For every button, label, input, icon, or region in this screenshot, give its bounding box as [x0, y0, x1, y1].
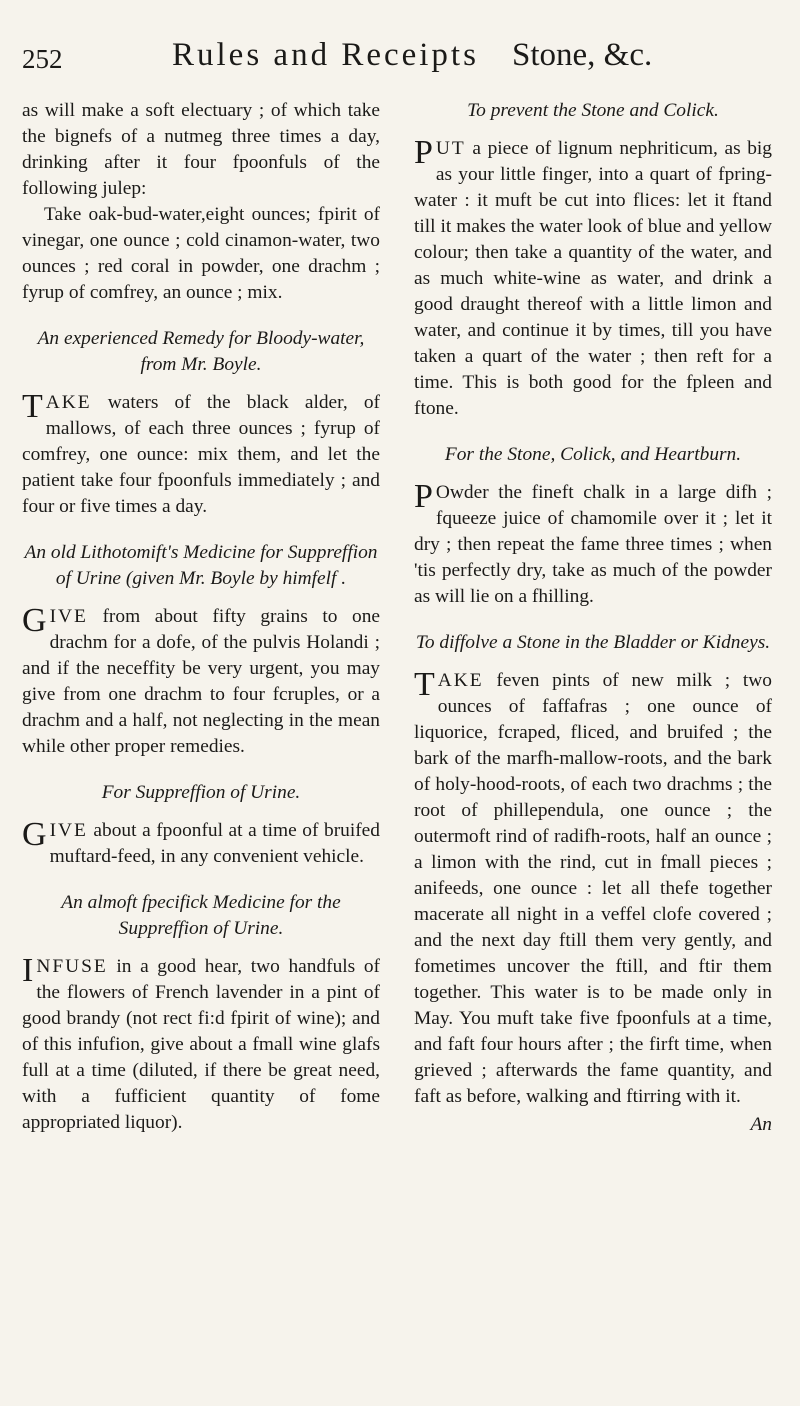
paragraph: [22, 390, 380, 520]
running-header: [22, 30, 778, 80]
paragraph: as will make a soft electuary ; of which take the bignefs of a nutmeg three times a day, drinking after it four fpoonfuls of the following julep:: [22, 100, 380, 199]
small-caps: UT: [435, 138, 466, 159]
recipe-heading: For Suppreffion of Urine.: [101, 782, 301, 803]
recipe-heading: To prevent the Stone and Colick.: [467, 100, 719, 121]
running-title-right: Stone, &c.: [512, 37, 653, 73]
page-number: 252: [22, 44, 63, 74]
drop-cap: T: [414, 666, 435, 703]
recipe-heading: An experienced Remedy for Bloody-water, from Mr. Boyle.: [37, 328, 365, 375]
paragraph-text: Owder the fineft chalk in a large difh ; fqueeze juice of chamomile over it ; let it dry ; then repeat the fame three times ; when 'tis perfectly dry, take as much of the powder as will lie on a fhilling.: [414, 482, 772, 607]
paragraph: [22, 818, 380, 870]
small-caps: NFUSE: [36, 956, 108, 977]
drop-cap: P: [414, 478, 433, 515]
recipe-heading: An almoft fpecifick Medicine for the Suppreffion of Urine.: [61, 892, 341, 939]
small-caps: AKE: [437, 670, 484, 691]
small-caps: AKE: [45, 392, 92, 413]
drop-cap: G: [22, 816, 47, 853]
drop-cap: I: [22, 952, 34, 989]
paragraph: [414, 668, 772, 1110]
recipe-heading: An old Lithotomift's Medicine for Suppreffion of Urine (given Mr. Boyle by himfelf .: [24, 542, 378, 589]
paragraph-text: about a fpoonful at a time of bruifed muftard-feed, in any convenient vehicle.: [49, 820, 380, 867]
right-column: [414, 98, 772, 1138]
paragraph-text: from about fifty grains to one drachm for a dofe, of the pulvis Holandi ; and if the neceffity be very urgent, you may give from one drachm to four fcruples, or a drachm and a half, not neglecting in the mean while other proper remedies.: [22, 606, 380, 757]
recipe-heading: For the Stone, Colick, and Heartburn.: [444, 444, 742, 465]
drop-cap: P: [414, 134, 433, 171]
paragraph: [22, 604, 380, 760]
small-caps: IVE: [49, 606, 88, 627]
paragraph: [414, 480, 772, 610]
recipe-heading: To diffolve a Stone in the Bladder or Kidneys.: [415, 632, 771, 653]
small-caps: IVE: [49, 820, 88, 841]
running-title: Rules and Receipts: [172, 37, 479, 73]
paragraph-text: a piece of lignum nephriticum, as big as your little finger, into a quart of fpring-water : it muft be cut into flices: let it ftand till it makes the water look of blue and yellow colour; then take a quantity of the water, and as much white-wine as water, and drink a good draught thereof with a little limon and water, and continue it by times, till you have taken a quart of the water ; then reft for a time. This is both good for the fpleen and ftone.: [414, 138, 772, 419]
drop-cap: T: [22, 388, 43, 425]
drop-cap: G: [22, 602, 47, 639]
paragraph-text: in a good hear, two handfuls of the flowers of French lavender in a pint of good brandy (not rect fi:d fpirit of wine); and of this infufion, give about a fmall wine glafs full at a time (diluted, if there be great need, with a fufficient quantity of fome appropriated liquor).: [22, 956, 380, 1133]
left-column: [22, 98, 380, 1136]
paragraph: [414, 136, 772, 422]
catchword: An: [750, 1114, 772, 1135]
paragraph-text: feven pints of new milk ; two ounces of faffafras ; one ounce of liquorice, fcraped, fliced, and bruifed ; the bark of the marfh-mallow-roots, and the bark of holy-hood-roots, of each two drachms ; the root of phillependula, one ounce ; the outermoft rind of radifh-roots, half an ounce ; a limon with the rind, cut in fmall pieces ; anifeeds, one ounce : let all thefe together macerate all night in a veffel clofe covered ; and the next day ftill them very gently, and fometimes uncover the ftill, and ftir them together. This water is to be made only in May. You muft take five fpoonfuls at a time, and faft four hours after ; the firft time, when grieved ; afterwards the fame quantity, and faft as before, walking and ftirring with it.: [414, 670, 772, 1107]
paragraph: Take oak-bud-water,eight ounces; fpirit of vinegar, one ounce ; cold cinamon-water, two ounces ; red coral in powder, one drachm ; fyrup of comfrey, an ounce ; mix.: [22, 204, 380, 303]
paragraph: [22, 954, 380, 1136]
paragraph-text: waters of the black alder, of mallows, of each three ounces ; fyrup of comfrey, one ounce: mix them, and let the patient take four fpoonfuls immediately ; and four or five times a day.: [22, 392, 380, 517]
